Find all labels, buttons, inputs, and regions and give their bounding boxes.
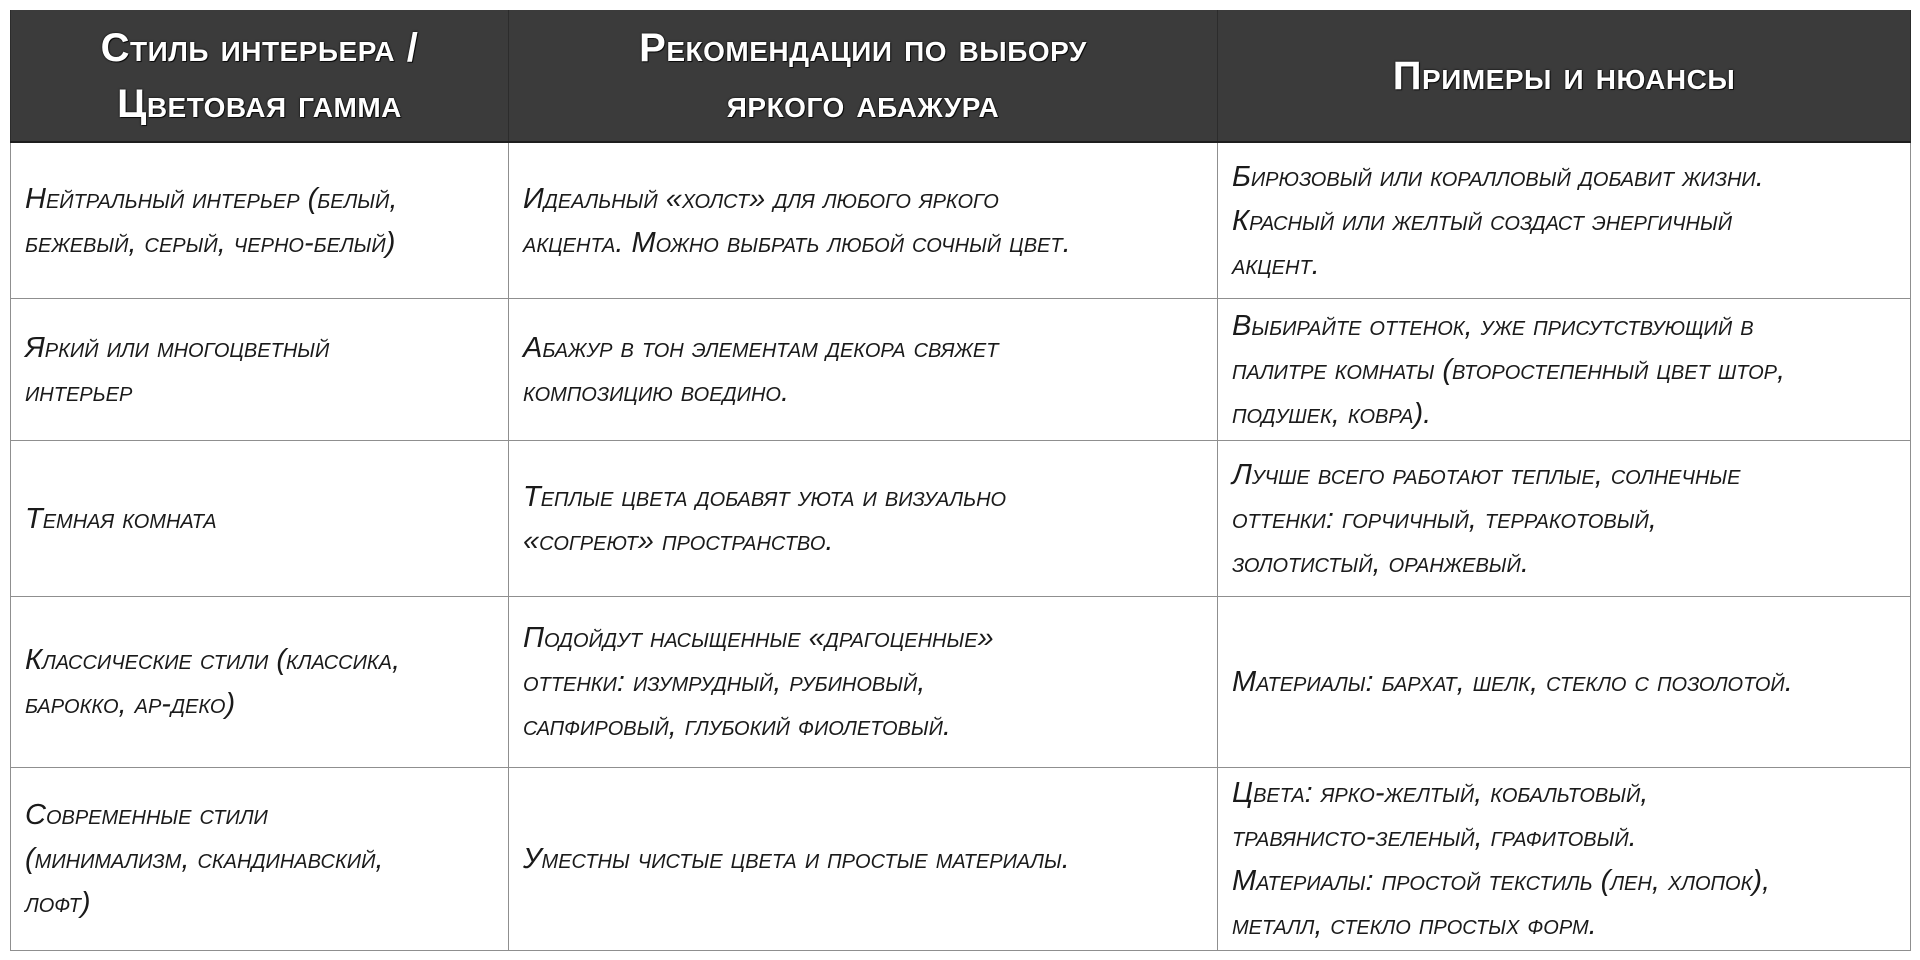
cell-examples bbox=[1218, 299, 1911, 441]
cell-line: травянисто-зеленый, графитовый. bbox=[1232, 821, 1637, 853]
cell-line: Темная комната bbox=[25, 502, 217, 535]
header-line: яркого абажура bbox=[726, 81, 1000, 126]
column-header-interior-style bbox=[11, 10, 509, 142]
cell-line: Материалы: простой текстиль (лен, хлопок), bbox=[1232, 865, 1771, 897]
cell-recommendation bbox=[509, 441, 1218, 597]
cell-interior-style bbox=[11, 597, 509, 768]
cell-interior-style bbox=[11, 768, 509, 951]
cell-examples bbox=[1218, 142, 1911, 299]
cell-interior-style bbox=[11, 299, 509, 441]
cell-line: Классические стили (классика, bbox=[25, 644, 401, 676]
cell-line: подушек, ковра). bbox=[1232, 397, 1432, 430]
cell-interior-style bbox=[11, 441, 509, 597]
cell-line: Уместны чистые цвета и простые материалы. bbox=[523, 843, 1070, 875]
cell-line: Бирюзовый или коралловый добавит жизни. bbox=[1232, 160, 1764, 193]
cell-line: Красный или желтый создаст энергичный bbox=[1232, 204, 1733, 237]
cell-line: золотистый, оранжевый. bbox=[1232, 546, 1529, 579]
cell-line: палитре комнаты (второстепенный цвет штор, bbox=[1232, 353, 1786, 386]
lampshade-color-guide-table bbox=[10, 10, 1911, 951]
header-row bbox=[11, 10, 1911, 142]
cell-line: акцент. bbox=[1232, 248, 1320, 281]
cell-recommendation bbox=[509, 597, 1218, 768]
table-row bbox=[11, 597, 1911, 768]
table-body bbox=[11, 142, 1911, 951]
cell-line: Абажур в тон элементам декора свяжет bbox=[523, 331, 999, 364]
lampshade-color-guide-table-container bbox=[10, 10, 1910, 951]
table-header bbox=[11, 10, 1911, 142]
table-row bbox=[11, 299, 1911, 441]
cell-line: сапфировый, глубокий фиолетовый. bbox=[523, 710, 951, 742]
header-line: Цветовая гамма bbox=[117, 81, 402, 126]
table-row bbox=[11, 142, 1911, 299]
cell-examples bbox=[1218, 441, 1911, 597]
cell-line: композицию воедино. bbox=[523, 375, 790, 408]
cell-recommendation bbox=[509, 299, 1218, 441]
cell-line: Современные стили bbox=[25, 799, 268, 831]
cell-examples bbox=[1218, 597, 1911, 768]
cell-line: Яркий или многоцветный bbox=[25, 331, 330, 364]
cell-line: Цвета: ярко-желтый, кобальтовый, bbox=[1232, 777, 1649, 809]
cell-line: Материалы: бархат, шелк, стекло с позолотой. bbox=[1232, 666, 1793, 698]
cell-line: Идеальный «холст» для любого яркого bbox=[523, 182, 999, 215]
cell-line: оттенки: горчичный, терракотовый, bbox=[1232, 502, 1657, 535]
cell-line: «согреют» пространство. bbox=[523, 524, 834, 557]
cell-line: Теплые цвета добавят уюта и визуально bbox=[523, 480, 1007, 513]
header-line: Стиль интерьера / bbox=[100, 25, 419, 70]
column-header-examples bbox=[1218, 10, 1911, 142]
cell-line: барокко, ар-деко) bbox=[25, 688, 236, 720]
cell-line: Лучше всего работают теплые, солнечные bbox=[1232, 458, 1741, 491]
cell-examples bbox=[1218, 768, 1911, 951]
column-header-recommendations bbox=[509, 10, 1218, 142]
header-line: Примеры и нюансы bbox=[1392, 53, 1736, 98]
cell-line: Подойдут насыщенные «драгоценные» bbox=[523, 622, 994, 654]
table-row bbox=[11, 768, 1911, 951]
cell-line: металл, стекло простых форм. bbox=[1232, 909, 1597, 941]
cell-line: (минимализм, скандинавский, bbox=[25, 843, 384, 875]
cell-line: интерьер bbox=[25, 375, 133, 408]
cell-line: оттенки: изумрудный, рубиновый, bbox=[523, 666, 926, 698]
cell-interior-style bbox=[11, 142, 509, 299]
cell-recommendation bbox=[509, 142, 1218, 299]
cell-line: Нейтральный интерьер (белый, bbox=[25, 182, 398, 215]
cell-recommendation bbox=[509, 768, 1218, 951]
cell-line: акцента. Можно выбрать любой сочный цвет. bbox=[523, 226, 1071, 259]
cell-line: бежевый, серый, черно-белый) bbox=[25, 226, 396, 259]
cell-line: лофт) bbox=[25, 887, 91, 919]
table-row bbox=[11, 441, 1911, 597]
cell-line: Выбирайте оттенок, уже присутствующий в bbox=[1232, 309, 1754, 342]
header-line: Рекомендации по выбору bbox=[639, 25, 1087, 70]
